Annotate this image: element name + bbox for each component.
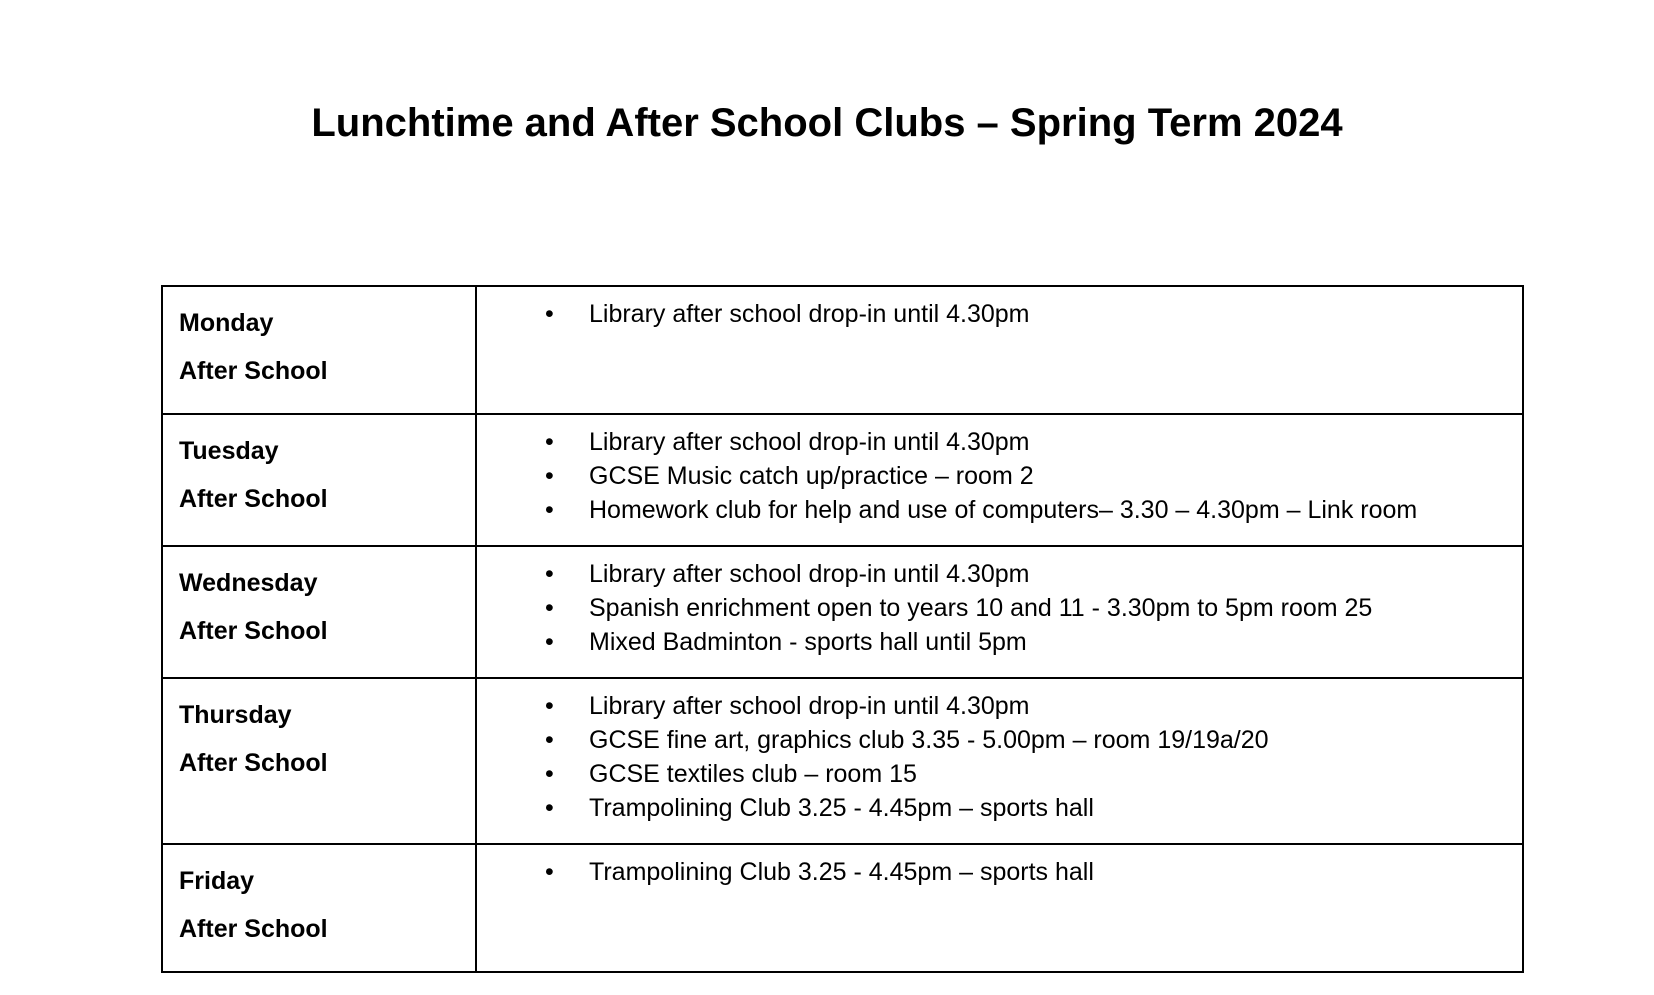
period-label: After School: [179, 485, 328, 513]
list-item: [477, 689, 1522, 723]
list-item: [477, 757, 1522, 791]
bullet-icon: •: [545, 560, 554, 588]
bullet-icon: •: [545, 300, 554, 328]
list-item: [477, 459, 1522, 493]
list-item: [477, 557, 1522, 591]
bullet-icon: •: [545, 594, 554, 622]
clubs-cell-tuesday: [476, 414, 1523, 546]
list-item: [477, 591, 1522, 625]
clubs-cell-friday: [476, 844, 1523, 972]
table-row-tuesday: [162, 414, 1523, 546]
list-item: [477, 493, 1522, 527]
bullet-icon: •: [545, 858, 554, 886]
bullet-icon: •: [545, 462, 554, 490]
day-label: Thursday: [179, 701, 292, 729]
page-title: Lunchtime and After School Clubs – Spring Term 2024: [311, 101, 1343, 145]
club-list: [477, 689, 1522, 825]
club-text: GCSE fine art, graphics club 3.35 - 5.00pm – room 19/19a/20: [589, 726, 1269, 754]
list-item: [477, 723, 1522, 757]
day-cell-tuesday: [162, 414, 476, 546]
club-text: Spanish enrichment open to years 10 and 11 - 3.30pm to 5pm room 25: [589, 594, 1373, 622]
bullet-icon: •: [545, 628, 554, 656]
table-row-monday: [162, 286, 1523, 414]
day-cell-monday: [162, 286, 476, 414]
list-item: [477, 625, 1522, 659]
clubs-timetable: [161, 285, 1524, 973]
club-text: Trampolining Club 3.25 - 4.45pm – sports hall: [589, 794, 1094, 822]
club-text: Homework club for help and use of computers– 3.30 – 4.30pm – Link room: [589, 496, 1418, 524]
bullet-icon: •: [545, 692, 554, 720]
day-cell-friday: [162, 844, 476, 972]
bullet-icon: •: [545, 428, 554, 456]
clubs-cell-thursday: [476, 678, 1523, 844]
club-text: Library after school drop-in until 4.30pm: [589, 692, 1030, 720]
day-cell-thursday: [162, 678, 476, 844]
day-label: Friday: [179, 867, 255, 895]
day-label: Monday: [179, 309, 274, 337]
club-list: [477, 855, 1522, 889]
list-item: [477, 855, 1522, 889]
day-label: Tuesday: [179, 437, 279, 465]
table-row-wednesday: [162, 546, 1523, 678]
bullet-icon: •: [545, 794, 554, 822]
day-label: Wednesday: [179, 569, 318, 597]
list-item: [477, 297, 1522, 331]
day-cell-wednesday: [162, 546, 476, 678]
club-text: Library after school drop-in until 4.30pm: [589, 300, 1030, 328]
club-text: Library after school drop-in until 4.30pm: [589, 428, 1030, 456]
period-label: After School: [179, 617, 328, 645]
club-list: [477, 425, 1522, 527]
list-item: [477, 425, 1522, 459]
club-text: GCSE Music catch up/practice – room 2: [589, 462, 1034, 490]
club-list: [477, 297, 1522, 331]
club-text: GCSE textiles club – room 15: [589, 760, 917, 788]
table-row-thursday: [162, 678, 1523, 844]
period-label: After School: [179, 749, 328, 777]
period-label: After School: [179, 357, 328, 385]
bullet-icon: •: [545, 760, 554, 788]
bullet-icon: •: [545, 726, 554, 754]
bullet-icon: •: [545, 496, 554, 524]
club-list: [477, 557, 1522, 659]
club-text: Trampolining Club 3.25 - 4.45pm – sports hall: [589, 858, 1094, 886]
period-label: After School: [179, 915, 328, 943]
club-text: Mixed Badminton - sports hall until 5pm: [589, 628, 1027, 656]
table-row-friday: [162, 844, 1523, 972]
club-text: Library after school drop-in until 4.30pm: [589, 560, 1030, 588]
list-item: [477, 791, 1522, 825]
clubs-cell-wednesday: [476, 546, 1523, 678]
clubs-cell-monday: [476, 286, 1523, 414]
